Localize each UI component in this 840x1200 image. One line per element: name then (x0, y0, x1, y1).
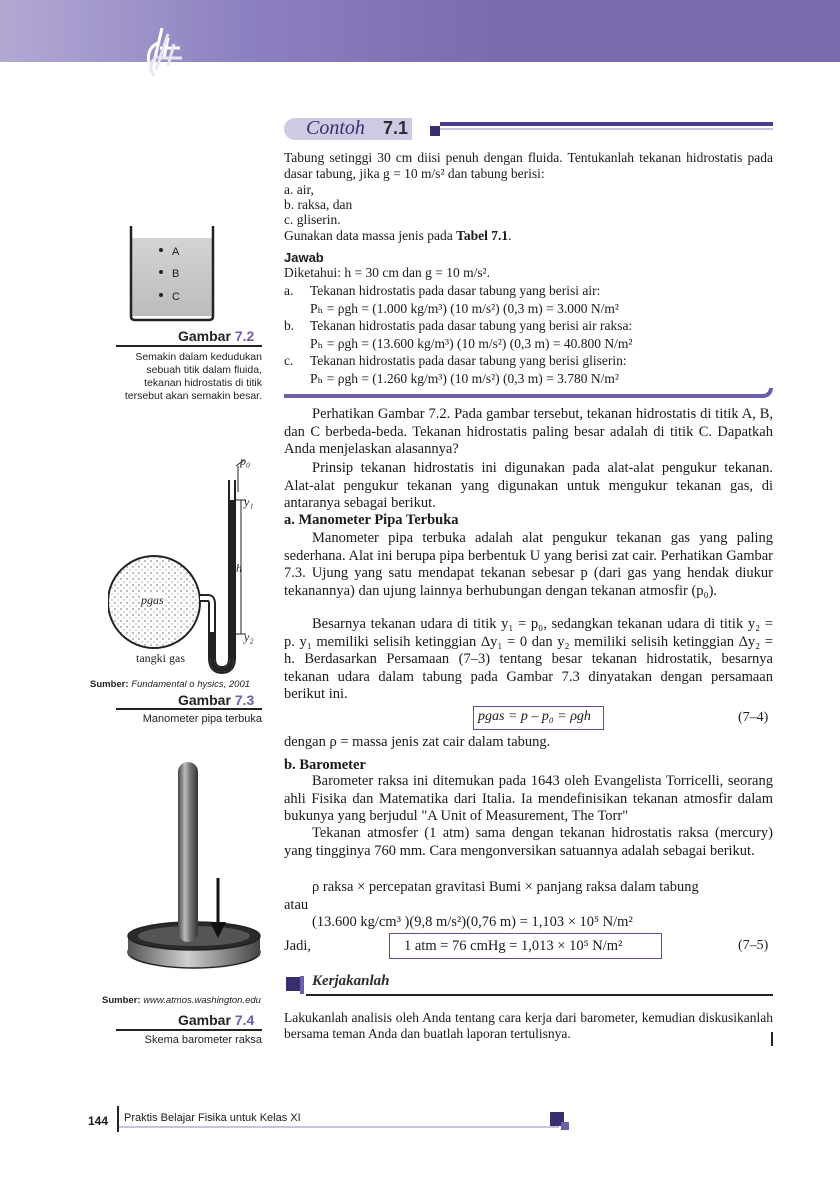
example-rule-light (440, 128, 773, 130)
jadi-text: Jadi, (284, 938, 311, 954)
equation-number: (7–5) (738, 938, 769, 953)
answer-label: c. (284, 353, 294, 368)
page-number: 144 (88, 1114, 109, 1128)
example-box-border (284, 388, 773, 398)
figure-source: Sumber: www.atmos.washington.edu (102, 995, 261, 1006)
paragraph: Tekanan atmosfer (1 atm) sama dengan tekanan hidrostatis raksa (mercury) yang tingginya 760 mm. Cara mengonversikan satuannya adalah sebagai berikut. (284, 825, 773, 859)
footer-square-small-icon (561, 1122, 569, 1130)
figure-caption-title: Gambar 7.4 (178, 1012, 255, 1028)
example-data-note: Gunakan data massa jenis pada Tabel 7.1. (284, 228, 512, 243)
point-label: A (172, 246, 180, 258)
example-option: b. raksa, dan (284, 197, 353, 212)
equation: 1 atm = 76 cmHg = 1,013 × 10⁵ N/m² (404, 938, 623, 954)
label-p0: p₀ (240, 454, 251, 468)
activity-bar (300, 976, 304, 994)
paragraph: Manometer pipa terbuka adalah alat pengukur tekanan gas yang paling sederhana. Alat ini berupa pipa berbentuk U yang berisi zat cair. Perhatikan Gambar 7.3. Ujung yang satu mendapat tekanan sebesar p (dari gas yang hendak diukur tekanannya) dan ujung lainnya berhubungan dengan tekanan atmosfir (p₀). (284, 530, 773, 599)
header-bottom (0, 62, 840, 102)
footer-divider (117, 1106, 119, 1132)
answer-formula: Pₕ = ρgh = (1.000 kg/m³) (10 m/s²) (0,3 m) = 3.000 N/m² (310, 301, 619, 316)
caption-rule (116, 708, 262, 710)
point-label: C (172, 291, 180, 303)
activity-rule (306, 994, 773, 996)
figure-source: Sumber: Fundamental o hysics, 2001 (90, 679, 251, 690)
barometer-figure (124, 752, 266, 992)
header-logo-tail (140, 30, 200, 80)
example-option: c. gliserin. (284, 212, 341, 227)
label-y2: y₂ (244, 630, 254, 644)
point-label: B (172, 268, 180, 280)
calculation: (13.600 kg/cm³ )(9,8 m/s²)(0,76 m) = 1,103 × 10⁵ N/m² (312, 914, 633, 930)
equation-number: (7–4) (738, 710, 769, 725)
example-square-icon (430, 126, 440, 136)
figure-caption: Manometer pipa terbuka (142, 713, 262, 725)
figure-caption-title: Gambar 7.2 (178, 328, 255, 344)
paragraph: Perhatikan Gambar 7.2. Pada gambar tersebut, tekanan hidrostatis di titik A, B, dan C berbeda-beda. Tekanan hidrostatis paling besar adalah di titik C. Dapatkah Anda menjelaskan alasannya? (284, 406, 773, 457)
figure-caption-title: Gambar 7.3 (178, 692, 255, 708)
footer-rule (119, 1126, 559, 1128)
paragraph: Barometer raksa ini ditemukan pada 1643 oleh Evangelista Torricelli, seorang ahli Fisika dan Matematika dari Italia. Ia mendefinisikan tekanan atmosfir dalam bukunya yang berjudul "A Unit of Measurement, The Torr" (284, 773, 773, 824)
label-gas: pgas (141, 593, 164, 607)
activity-text: Lakukanlah analisis oleh Anda tentang cara kerja dari barometer, kemudian diskusikanlah bersama teman Anda dan buatlah laporan tertulisnya. (284, 1010, 773, 1041)
answer-formula: Pₕ = ρgh = (13.600 kg/m³) (10 m/s²) (0,3 m) = 40.800 N/m² (310, 336, 633, 351)
figure-caption: Semakin dalam kedudukan sebuah titik dalam fluida, tekanan hidrostatis di titik tersebut akan semakin besar. (124, 351, 262, 402)
section-heading: b. Barometer (284, 757, 366, 773)
label-y1: y₁ (244, 495, 254, 509)
example-title: Contoh (306, 117, 365, 139)
example-problem: Tabung setinggi 30 cm diisi penuh dengan fluida. Tentukanlah tekanan hidrostatis pada dasar tabung, jika g = 10 m/s² dan tabung berisi: (284, 150, 773, 181)
barometer-tube (178, 762, 198, 942)
example-number: 7.1 (383, 118, 409, 138)
book-title: Praktis Belajar Fisika untuk Kelas XI (124, 1112, 301, 1124)
activity-end-mark (771, 1032, 773, 1046)
figure-caption: Skema barometer raksa (144, 1034, 262, 1046)
caption-rule (116, 1029, 262, 1031)
u-tube-outer (200, 480, 232, 670)
answer-text: Tekanan hidrostatis pada dasar tabung yang berisi gliserin: (310, 353, 627, 368)
caption-rule (116, 345, 262, 347)
answer-text: Tekanan hidrostatis pada dasar tabung yang berisi air: (310, 283, 601, 298)
example-option: a. air, (284, 182, 314, 197)
rho-definition: dengan ρ = massa jenis zat cair dalam tabung. (284, 734, 551, 750)
activity-square-icon (286, 977, 300, 991)
paragraph: Prinsip tekanan hidrostatis ini digunakan pada alat-alat pengukur tekanan. Alat-alat pengukur tekanan yang digunakan untuk mengukur tekanan gas, di antaranya sebagai berikut. (284, 460, 773, 511)
answer-label: b. (284, 318, 295, 333)
paragraph: ρ raksa × percepatan gravitasi Bumi × panjang raksa dalam tabung (312, 879, 699, 895)
atau-text: atau (284, 897, 309, 913)
answer-text: Tekanan hidrostatis pada dasar tabung yang berisi air raksa: (310, 318, 633, 333)
label-tank: tangki gas (136, 651, 185, 665)
paragraph: Besarnya tekanan udara di titik y₁ = p₀, sedangkan tekanan udara di titik y₂ = p. y₁ memiliki selisih ketinggian Δy₁ = 0 dan y₂ memiliki selisih ketinggian Δy₂ = h. Berdasarkan Persamaan (7–3) tentang besar tekanan hidrostatik, besarnya tekanan udara dalam tabung pada Gambar 7.3 dinyatakan dengan persamaan berikut ini. (284, 616, 773, 702)
label-h: h (236, 561, 242, 575)
answer-label: a. (284, 283, 294, 298)
equation: pgas = p – p₀ = ρgh (478, 709, 591, 724)
activity-title: Kerjakanlah (312, 973, 390, 989)
answer-formula: Pₕ = ρgh = (1.260 kg/m³) (10 m/s²) (0,3 m) = 3.780 N/m² (310, 371, 619, 386)
answer-heading: Jawab (284, 250, 324, 265)
example-rule (440, 122, 773, 126)
known-values: Diketahui: h = 30 cm dan g = 10 m/s². (284, 265, 491, 280)
section-heading: a. Manometer Pipa Terbuka (284, 512, 459, 528)
